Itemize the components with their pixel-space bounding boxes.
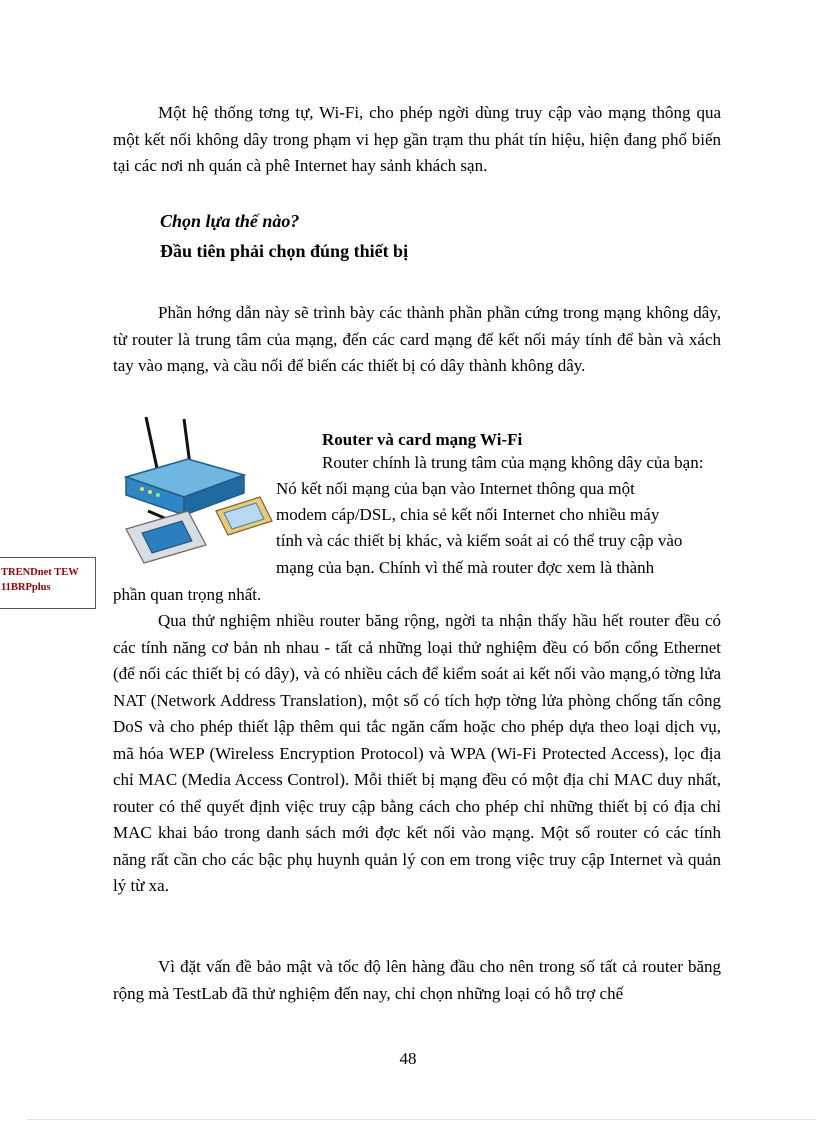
- heading-choose-device: Đầu tiên phải chọn đúng thiết bị: [160, 241, 409, 261]
- paragraph-wifi-intro: Một hệ thống tơng tự, Wi-Fi, cho phép ngời dùng truy cập vào mạng thông qua một kết nối không dây trong phạm vi hẹp gần trạm thu phát tín hiệu, hiện đang phổ biến tại các nơi nh quán cà phê Internet hay sảnh khách sạn.: [113, 103, 721, 175]
- paragraph-router-features: Qua thử nghiệm nhiều router băng rộng, ngời ta nhận thấy hầu hết router đều có các tính năng cơ bản nh nhau - tất cả những loại thử nghiệm đều có bốn cổng Ethernet (để nối các thiết bị có dây), và có nhiều cách để kiểm soát ai kết nối vào mạng,ó tờng lửa NAT (Network Address Translation), một số có tích hợp tờng lửa phòng chống tấn công DoS và cho phép thiết lập thêm qui tắc ngăn cấm hoặc cho phép dựa theo loại dịch vụ, mã hóa WEP (Wireless Encryption Protocol) và WPA (Wi-Fi Protected Access), lọc địa chỉ MAC (Media Access Control). Mỗi thiết bị mạng đều có một địa chỉ MAC duy nhất, router có thể quyết định việc truy cập bằng cách cho phép chỉ những thiết bị có địa chỉ MAC khai báo trong danh sách mới đợc kết nối vào mạng. Một số router có các tính năng rất cần cho các bậc phụ huynh quản lý con em trong việc truy cập Internet và quản lý từ xa.: [113, 611, 721, 895]
- paragraph-router-tail: phần quan trọng nhất.: [113, 585, 262, 604]
- page-number: 48: [399, 1049, 417, 1068]
- section-title-router-card: Router và card mạng Wi-Fi: [322, 430, 523, 449]
- paragraph-guide-overview: Phần hớng dẫn này sẽ trình bày các thành phần phần cứng trong mạng không dây, từ router là trung tâm của mạng, đến các card mạng để kết nối máy tính để bàn và xách tay vào mạng, và cầu nối để biến các thiết bị có dây thành không dây.: [113, 303, 721, 375]
- paragraph-router-line: tính và các thiết bị khác, và kiểm soát ai có thể truy cập vào: [276, 531, 683, 550]
- image-caption-line1: TRENDnet TEW: [1, 567, 79, 578]
- image-caption-line2: 11BRPplus: [1, 582, 51, 593]
- heading-how-to-choose: Chọn lựa thế nào?: [160, 211, 300, 231]
- paragraph-router-line: Router chính là trung tâm của mạng không dây của bạn:: [322, 453, 704, 472]
- paragraph-router-line: Nó kết nối mạng của bạn vào Internet thông qua một: [276, 479, 635, 498]
- paragraph-router-line: modem cáp/DSL, chia sẻ kết nối Internet cho nhiều máy: [276, 505, 660, 524]
- footer-dotted-rule: [28, 1119, 816, 1120]
- paragraph-router-line: mạng của bạn. Chính vì thế mà router đợc xem là thành: [276, 558, 655, 577]
- paragraph-security-speed: Vì đặt vấn đề bảo mật và tốc độ lên hàng đầu cho nên trong số tất cả router băng rộng mà TestLab đã thử nghiệm đến nay, chỉ chọn những loại có hỗ trợ chế: [113, 957, 721, 1003]
- image-caption-box: [0, 557, 96, 609]
- wireless-router-and-pc-card-image: [118, 415, 278, 565]
